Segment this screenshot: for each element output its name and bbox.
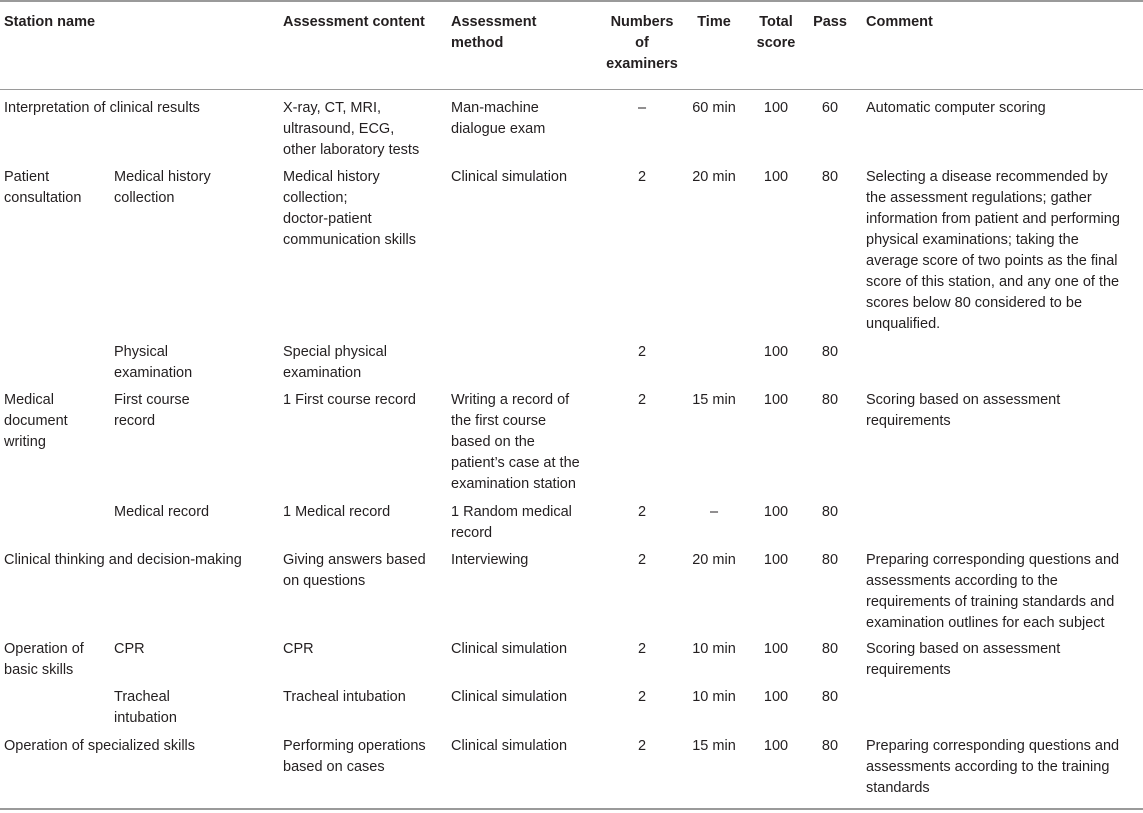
comment-text-line: standards bbox=[866, 780, 930, 796]
assessment-method bbox=[451, 687, 567, 708]
total-score-value-line: 100 bbox=[763, 738, 789, 754]
header-assessment-method-line: Assessment bbox=[451, 14, 537, 30]
assessment-content-line: Special physical bbox=[283, 344, 387, 360]
assessment-method bbox=[451, 639, 567, 660]
comment-text-line: unqualified. bbox=[866, 316, 941, 332]
comment-text-line: requirements of training standards and bbox=[866, 594, 1115, 610]
assessment-content bbox=[283, 167, 416, 251]
assessment-content-line: ultrasound, ECG, bbox=[283, 121, 395, 137]
header-assessment-method bbox=[451, 12, 536, 54]
pass-value-line: 80 bbox=[821, 552, 839, 568]
sub-station-name-line: Physical bbox=[114, 344, 168, 360]
sub-station-name-line: First course bbox=[114, 392, 190, 408]
comment-text-line: scores below 80 considered to be bbox=[866, 295, 1083, 311]
sub-station-name bbox=[114, 687, 177, 729]
assessment-content-line: 1 Medical record bbox=[283, 504, 391, 520]
total-score-value-line: 100 bbox=[763, 392, 789, 408]
assessment-content-line: doctor-patient bbox=[283, 211, 372, 227]
total-score-value bbox=[753, 390, 799, 411]
sub-station-name-line: Medical history bbox=[114, 169, 211, 185]
header-assessment-content bbox=[283, 12, 425, 33]
total-score-value-line: 100 bbox=[763, 100, 789, 116]
assessment-content-line: other laboratory tests bbox=[283, 142, 420, 158]
pass-value bbox=[810, 736, 850, 757]
header-pass-line: Pass bbox=[813, 14, 847, 30]
total-score-value-line: 100 bbox=[763, 552, 789, 568]
examiners-count-line: 2 bbox=[637, 552, 647, 568]
assessment-method-line: Man-machine bbox=[451, 100, 539, 116]
comment-text-line: requirements bbox=[866, 413, 951, 429]
header-station-name-line: Station name bbox=[4, 14, 96, 30]
header-numbers-of-examiners-line: Numbers bbox=[610, 14, 674, 30]
station-name-line: Operation of bbox=[4, 641, 84, 657]
pass-value bbox=[810, 687, 850, 708]
header-station-name bbox=[4, 12, 95, 33]
assessment-method-line: record bbox=[451, 525, 493, 541]
assessment-method-line: Clinical simulation bbox=[451, 641, 568, 657]
assessment-method-line: the first course bbox=[451, 413, 547, 429]
comment-text-line: examination outlines for each subject bbox=[866, 615, 1105, 631]
pass-value bbox=[810, 390, 850, 411]
assessment-method-line: Writing a record of bbox=[451, 392, 570, 408]
assessment-content bbox=[283, 550, 426, 592]
sub-station-name-line: CPR bbox=[114, 641, 145, 657]
header-total-score-line: score bbox=[756, 35, 796, 51]
examiners-count-line: 2 bbox=[637, 738, 647, 754]
assessment-content-line: Giving answers based bbox=[283, 552, 426, 568]
assessment-method bbox=[451, 98, 545, 140]
assessment-method-line: Interviewing bbox=[451, 552, 529, 568]
total-score-value bbox=[753, 639, 799, 660]
total-score-value bbox=[753, 342, 799, 363]
pass-value bbox=[810, 167, 850, 188]
station-name bbox=[4, 390, 68, 453]
examiners-count bbox=[605, 687, 679, 708]
examiners-count-line: 2 bbox=[637, 344, 647, 360]
pass-value-line: 80 bbox=[821, 689, 839, 705]
station-name-line: writing bbox=[4, 434, 46, 450]
assessment-method bbox=[451, 550, 528, 571]
station-name bbox=[4, 639, 84, 681]
examiners-count bbox=[605, 550, 679, 571]
header-rule bbox=[0, 89, 1143, 90]
bottom-rule bbox=[0, 808, 1143, 810]
station-name bbox=[4, 167, 81, 209]
time-value-line: 10 min bbox=[692, 689, 736, 705]
assessment-content bbox=[283, 687, 406, 708]
station-name-line: consultation bbox=[4, 190, 82, 206]
pass-value bbox=[810, 639, 850, 660]
examiners-count-line: 2 bbox=[637, 504, 647, 520]
assessment-method bbox=[451, 167, 567, 188]
assessment-method-line: based on the bbox=[451, 434, 535, 450]
comment-text-line: physical examinations; taking the bbox=[866, 232, 1079, 248]
assessment-content-line: CPR bbox=[283, 641, 314, 657]
sub-station-name bbox=[114, 342, 192, 384]
assessment-method bbox=[451, 502, 572, 544]
sub-station-name-line: collection bbox=[114, 190, 175, 206]
time-value-line: 15 min bbox=[692, 392, 736, 408]
header-time-line: Time bbox=[697, 14, 731, 30]
examiners-count bbox=[605, 98, 679, 119]
sub-station-name bbox=[114, 167, 211, 209]
pass-value-line: 80 bbox=[821, 344, 839, 360]
assessment-content-line: examination bbox=[283, 365, 362, 381]
header-assessment-method-line: method bbox=[451, 35, 504, 51]
station-name-line: Patient bbox=[4, 169, 50, 185]
assessment-content-line: on questions bbox=[283, 573, 366, 589]
assessment-method-line: dialogue exam bbox=[451, 121, 546, 137]
comment-text bbox=[866, 550, 1119, 634]
comment-text-line: assessments according to the bbox=[866, 573, 1058, 589]
header-total-score-line: Total bbox=[759, 14, 793, 30]
comment-text-line: average score of two points as the final bbox=[866, 253, 1118, 269]
comment-text-line: Automatic computer scoring bbox=[866, 100, 1046, 116]
header-total-score bbox=[753, 12, 799, 54]
header-numbers-of-examiners-line: examiners bbox=[606, 56, 678, 72]
sub-station-name bbox=[114, 639, 145, 660]
station-name-line: Operation of specialized skills bbox=[4, 738, 196, 754]
pass-value-line: 80 bbox=[821, 392, 839, 408]
pass-value-line: 80 bbox=[821, 504, 839, 520]
header-time bbox=[688, 12, 740, 33]
total-score-value bbox=[753, 550, 799, 571]
total-score-value bbox=[753, 736, 799, 757]
total-score-value-line: 100 bbox=[763, 689, 789, 705]
total-score-value bbox=[753, 687, 799, 708]
pass-value-line: 80 bbox=[821, 169, 839, 185]
pass-value-line: 80 bbox=[821, 641, 839, 657]
pass-value-line: 60 bbox=[821, 100, 839, 116]
station-name bbox=[4, 98, 200, 119]
assessment-method bbox=[451, 390, 580, 495]
assessment-content-line: Performing operations bbox=[283, 738, 426, 754]
assessment-method-line: 1 Random medical bbox=[451, 504, 572, 520]
total-score-value-line: 100 bbox=[763, 504, 789, 520]
sub-station-name bbox=[114, 502, 209, 523]
examiners-count-line: 2 bbox=[637, 392, 647, 408]
pass-value bbox=[810, 342, 850, 363]
time-value-line: 60 min bbox=[692, 100, 736, 116]
examiners-count bbox=[605, 167, 679, 188]
pass-value bbox=[810, 98, 850, 119]
station-name-line: Clinical thinking and decision-making bbox=[4, 552, 242, 568]
examiners-count-line: 2 bbox=[637, 169, 647, 185]
examiners-count-line: 2 bbox=[637, 641, 647, 657]
total-score-value-line: 100 bbox=[763, 169, 789, 185]
comment-text bbox=[866, 167, 1120, 335]
time-value bbox=[688, 687, 740, 708]
header-numbers-of-examiners bbox=[605, 12, 679, 75]
time-value-line: 15 min bbox=[692, 738, 736, 754]
comment-text bbox=[866, 639, 1060, 681]
comment-text-line: Preparing corresponding questions and bbox=[866, 552, 1120, 568]
total-score-value-line: 100 bbox=[763, 641, 789, 657]
examiners-count-line: – bbox=[637, 100, 647, 116]
top-rule bbox=[0, 0, 1143, 2]
pass-value bbox=[810, 550, 850, 571]
comment-text-line: assessments according to the training bbox=[866, 759, 1110, 775]
examiners-count bbox=[605, 390, 679, 411]
time-value bbox=[688, 550, 740, 571]
examiners-count bbox=[605, 502, 679, 523]
assessment-content bbox=[283, 736, 426, 778]
time-value bbox=[688, 98, 740, 119]
pass-value bbox=[810, 502, 850, 523]
examiners-count bbox=[605, 736, 679, 757]
time-value-line: 10 min bbox=[692, 641, 736, 657]
station-name bbox=[4, 550, 242, 571]
time-value bbox=[688, 639, 740, 660]
assessment-content-line: X-ray, CT, MRI, bbox=[283, 100, 382, 116]
examiners-count-line: 2 bbox=[637, 689, 647, 705]
comment-text bbox=[866, 736, 1119, 799]
time-value bbox=[688, 736, 740, 757]
assessment-content-line: collection; bbox=[283, 190, 348, 206]
sub-station-name-line: examination bbox=[114, 365, 193, 381]
assessment-content bbox=[283, 502, 390, 523]
assessment-method-line: examination station bbox=[451, 476, 576, 492]
time-value-line: 20 min bbox=[692, 552, 736, 568]
header-comment bbox=[866, 12, 933, 33]
comment-text-line: requirements bbox=[866, 662, 951, 678]
comment-text-line: information from patient and performing bbox=[866, 211, 1120, 227]
station-name bbox=[4, 736, 195, 757]
comment-text-line: score of this station, and any one of the bbox=[866, 274, 1120, 290]
header-pass bbox=[810, 12, 850, 33]
time-value bbox=[688, 390, 740, 411]
station-name-line: Interpretation of clinical results bbox=[4, 100, 200, 116]
comment-text-line: Selecting a disease recommended by bbox=[866, 169, 1108, 185]
assessment-content-line: Tracheal intubation bbox=[283, 689, 406, 705]
sub-station-name-line: record bbox=[114, 413, 156, 429]
comment-text bbox=[866, 390, 1060, 432]
station-name-line: basic skills bbox=[4, 662, 74, 678]
sub-station-name-line: intubation bbox=[114, 710, 177, 726]
total-score-value bbox=[753, 98, 799, 119]
comment-text-line: Preparing corresponding questions and bbox=[866, 738, 1120, 754]
header-assessment-content-line: Assessment content bbox=[283, 14, 425, 30]
comment-text bbox=[866, 98, 1046, 119]
comment-text-line: Scoring based on assessment bbox=[866, 392, 1061, 408]
time-value-line: – bbox=[709, 504, 719, 520]
station-name-line: Medical bbox=[4, 392, 54, 408]
time-value bbox=[688, 502, 740, 523]
time-value-line: 20 min bbox=[692, 169, 736, 185]
assessment-content bbox=[283, 98, 419, 161]
assessment-content-line: 1 First course record bbox=[283, 392, 416, 408]
examiners-count bbox=[605, 639, 679, 660]
examiners-count bbox=[605, 342, 679, 363]
comment-text-line: the assessment regulations; gather bbox=[866, 190, 1092, 206]
assessment-content bbox=[283, 390, 416, 411]
assessment-content-line: based on cases bbox=[283, 759, 385, 775]
assessment-content bbox=[283, 342, 387, 384]
header-numbers-of-examiners-line: of bbox=[635, 35, 649, 51]
assessment-method-line: patient’s case at the bbox=[451, 455, 580, 471]
pass-value-line: 80 bbox=[821, 738, 839, 754]
total-score-value-line: 100 bbox=[763, 344, 789, 360]
sub-station-name bbox=[114, 390, 190, 432]
assessment-content-line: communication skills bbox=[283, 232, 416, 248]
comment-text-line: Scoring based on assessment bbox=[866, 641, 1061, 657]
assessment-method-line: Clinical simulation bbox=[451, 169, 568, 185]
assessment-method bbox=[451, 736, 567, 757]
sub-station-name-line: Tracheal bbox=[114, 689, 170, 705]
total-score-value bbox=[753, 167, 799, 188]
header-comment-line: Comment bbox=[866, 14, 933, 30]
time-value bbox=[688, 167, 740, 188]
total-score-value bbox=[753, 502, 799, 523]
assessment-content bbox=[283, 639, 314, 660]
sub-station-name-line: Medical record bbox=[114, 504, 210, 520]
assessment-content-line: Medical history bbox=[283, 169, 380, 185]
station-name-line: document bbox=[4, 413, 68, 429]
assessment-method-line: Clinical simulation bbox=[451, 689, 568, 705]
assessment-method-line: Clinical simulation bbox=[451, 738, 568, 754]
